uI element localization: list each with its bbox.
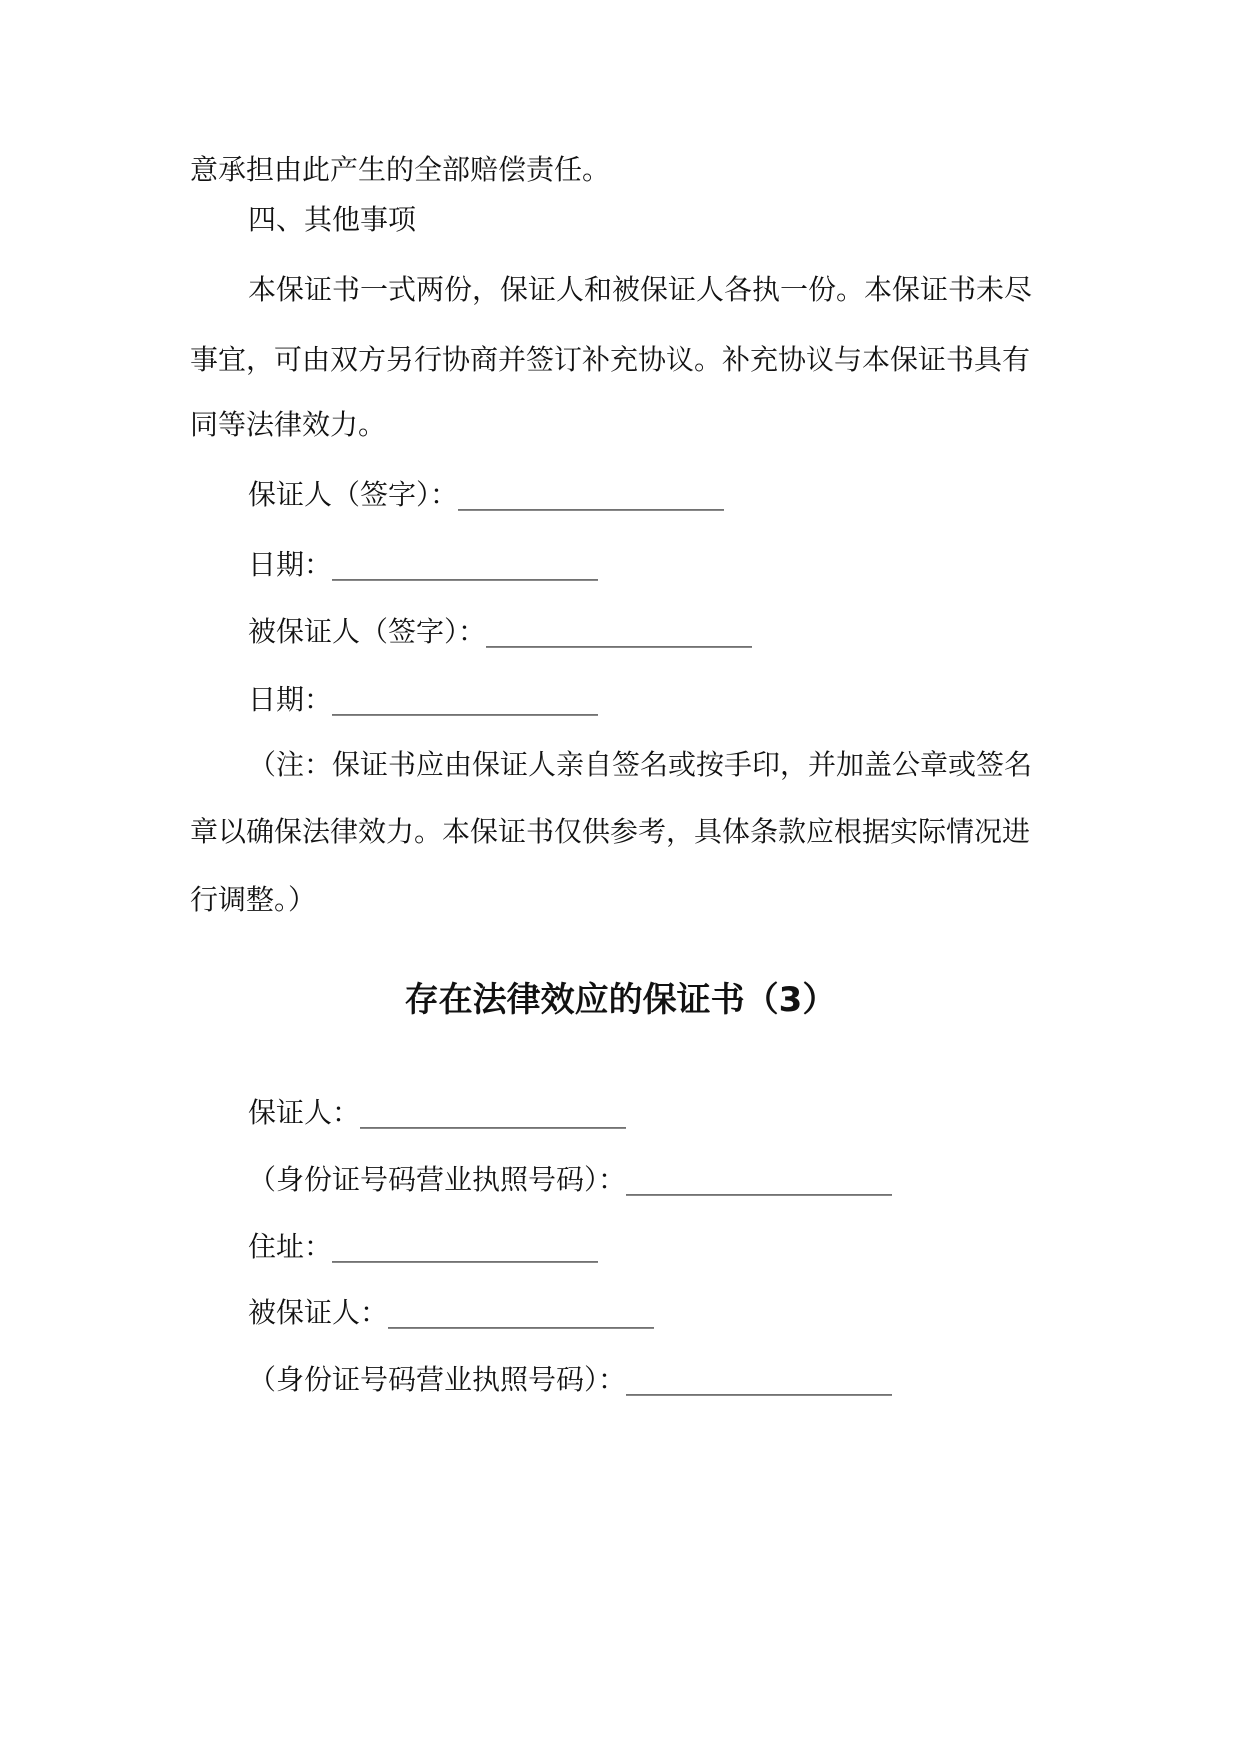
form-line-id-number: （身份证号码营业执照号码）：___________________ (248, 1163, 893, 1196)
note-line: 章以确保法律效力。本保证书仅供参考，具体条款应根据实际情况进 (190, 815, 1031, 848)
signature-line-guaranteed: 被保证人（签字）：___________________ (248, 615, 753, 648)
form-line-guarantor: 保证人：___________________ (248, 1096, 627, 1129)
signature-line-guarantor: 保证人（签字）：___________________ (248, 478, 725, 511)
date-line: 日期：___________________ (248, 548, 599, 581)
paragraph-line: 本保证书一式两份，保证人和被保证人各执一份。本保证书未尽 (248, 273, 1033, 306)
form-line-address: 住址：___________________ (248, 1230, 599, 1263)
paragraph-line: 同等法律效力。 (190, 408, 387, 441)
form-line-id-number: （身份证号码营业执照号码）：___________________ (248, 1363, 893, 1396)
paragraph-line: 事宜，可由双方另行协商并签订补充协议。补充协议与本保证书具有 (190, 343, 1031, 376)
date-line: 日期：___________________ (248, 683, 599, 716)
document-title: 存在法律效应的保证书（3） (404, 980, 837, 1020)
note-line: 行调整。） (190, 883, 317, 916)
form-line-guaranteed: 被保证人：___________________ (248, 1296, 655, 1329)
section-heading: 四、其他事项 (248, 203, 417, 236)
note-line: （注：保证书应由保证人亲自签名或按手印，并加盖公章或签名 (248, 748, 1033, 781)
paragraph-line: 意承担由此产生的全部赔偿责任。 (190, 153, 611, 186)
